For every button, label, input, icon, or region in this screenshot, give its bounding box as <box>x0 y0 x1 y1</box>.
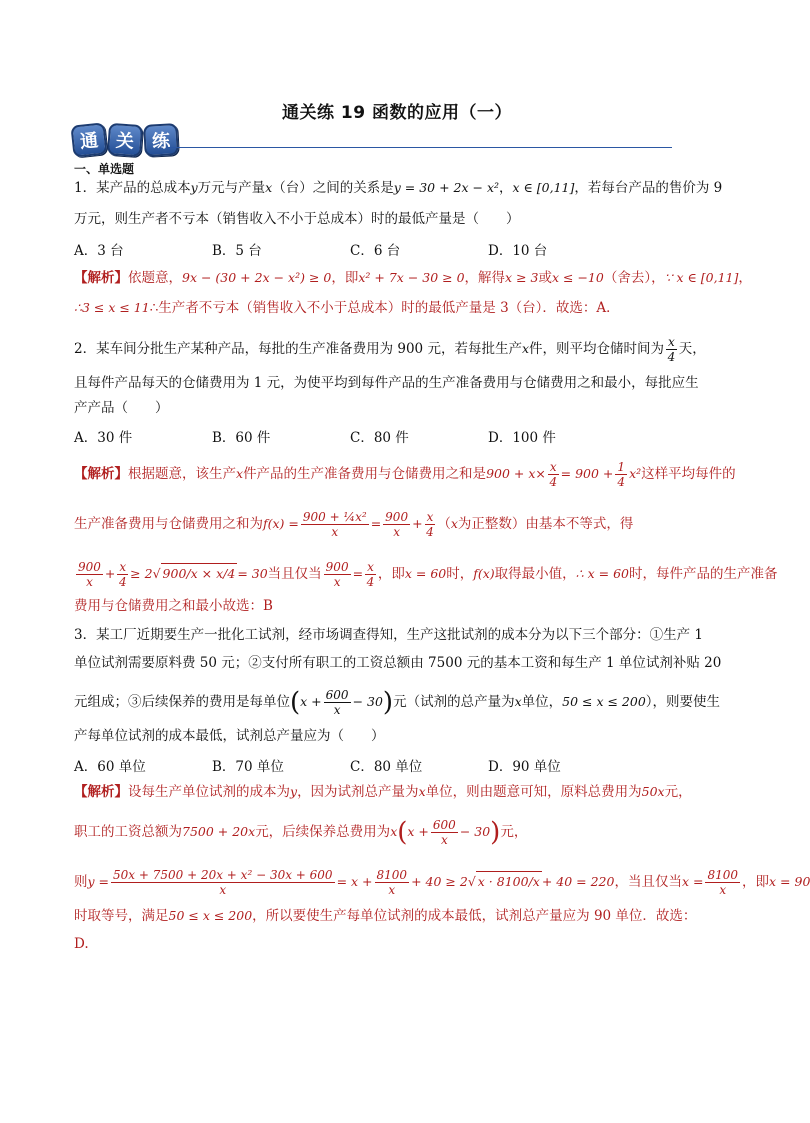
q1-options <box>74 239 626 259</box>
q3-solution-line4: 时取等号，满足50 ≤ x ≤ 200，所以要使生产每单位试剂的成本最低，试剂总产量应为 90 单位．故选： <box>74 908 697 924</box>
q3-solution-line2: 职工的工资总额为7500 + 20x元，后续保养总费用为x(x + $\frac{600}{x}$ − 30)元， <box>74 817 528 848</box>
option-a: A．30 件 <box>74 430 133 446</box>
q2-solution-line4: 费用与仓储费用之和最小故选：B <box>74 598 273 614</box>
q2-options <box>74 426 626 446</box>
q3-stem-line3: 元组成；③后续保养的费用是每单位(x + $\frac{600}{x}$ − 30)元（试剂的总产量为x单位，50 ≤ x ≤ 200），则要使生 <box>74 687 721 718</box>
badge-char: 练 <box>143 123 179 157</box>
option-b: B．60 件 <box>212 430 271 446</box>
page-title: 通关练 19 函数的应用（一） <box>282 103 512 123</box>
option-c: C．80 单位 <box>350 759 423 775</box>
option-b: B．5 台 <box>212 243 262 259</box>
option-a: A．3 台 <box>74 243 124 259</box>
q1-solution-line1: 【解析】依题意，9x − (30 + 2x − x²) ≥ 0，即x² + 7x − 30 ≥ 0，解得x ≥ 3或x ≤ −10（舍去），∵ x ∈ [0,11]， <box>74 270 752 286</box>
option-d: D．90 单位 <box>488 759 561 775</box>
option-b: B．70 单位 <box>212 759 284 775</box>
q1-stem-line2: 万元，则生产者不亏本（销售收入不小于总成本）时的最低产量是（ ） <box>74 211 520 227</box>
q2-stem-line2: 且每件产品每天的仓储费用为 1 元，为使平均到每件产品的生产准备费用与仓储费用之和最小，每批应生 <box>74 375 699 391</box>
q2-solution-line3: $\frac{900}{x}$ + $\frac{x}{4}$ ≥ 2√ 900/x × x/4 = 30当且仅当 $\frac{900}{x}$ = $\frac{x}{4}$ ，即x = 60时，f(x)取得最小值，∴ x = 60时，每件产品的生产准备 <box>78 560 778 589</box>
q3-options <box>74 755 626 775</box>
option-c: C．80 件 <box>350 430 409 446</box>
option-d: D．10 台 <box>488 243 548 259</box>
q3-solution-line3: 则y = $\frac{\text{50x + 7500 + 20x + x² − 30x + 600}}{x}$ = x + $\frac{8100}{x}$ + 40 ≥ 2√ x · 8100/x + 40 = 220，当且仅当x = $\frac{8100}{x}$ ，即x = 90 <box>74 868 810 897</box>
option-c: C．6 台 <box>350 243 401 259</box>
section-badge <box>72 124 178 156</box>
section-heading: 一、单选题 <box>74 162 135 176</box>
q2-stem-line1: 2．某车间分批生产某种产品，每批的生产准备费用为 900 元，若每批生产x件，则平均仓储时间为 $\frac{x}{4}$ 天， <box>74 335 706 364</box>
q3-solution-line1: 【解析】设每生产单位试剂的成本为y，因为试剂总产量为x单位，则由题意可知，原料总费用为50x元， <box>74 784 692 800</box>
badge-char: 关 <box>107 123 143 157</box>
q3-stem-line2: 单位试剂需要原料费 50 元；②支付所有职工的工资总额由 7500 元的基本工资和每生产 1 单位试剂补贴 20 <box>74 655 722 671</box>
q3-solution-line5: D. <box>74 936 89 952</box>
header-rule <box>166 147 672 148</box>
option-a: A．60 单位 <box>74 759 146 775</box>
q2-stem-line3: 产产品（ ） <box>74 400 169 416</box>
q1-solution-line2: ∴3 ≤ x ≤ 11∴生产者不亏本（销售收入不小于总成本）时的最低产量是 3（台）．故选：A． <box>74 300 620 316</box>
q2-solution-line2: 生产准备费用与仓储费用之和为f(x) = $\frac{\text{900 + ¼x²}}{x}$ = $\frac{900}{x}$ + $\frac{x}{4}$ （x为正整数）由基本不等式，得 <box>74 510 634 539</box>
q1-stem-line1: 1．某产品的总成本y万元与产量x（台）之间的关系是y = 30 + 2x − x²，x ∈ [0,11]，若每台产品的售价为 9 <box>74 180 723 196</box>
q2-solution-line1: 【解析】根据题意，该生产x件产品的生产准备费用与仓储费用之和是900 + x× $\frac{x}{4}$ = 900 + $\frac{1}{4}$ x²这样平均每件的 <box>74 460 736 489</box>
badge-char: 通 <box>70 122 107 157</box>
option-d: D．100 件 <box>488 430 556 446</box>
q3-stem-line4: 产每单位试剂的成本最低，试剂总产量应为（ ） <box>74 728 385 744</box>
q3-stem-line1: 3．某工厂近期要生产一批化工试剂，经市场调查得知，生产这批试剂的成本分为以下三个部分：①生产 1 <box>74 627 703 643</box>
